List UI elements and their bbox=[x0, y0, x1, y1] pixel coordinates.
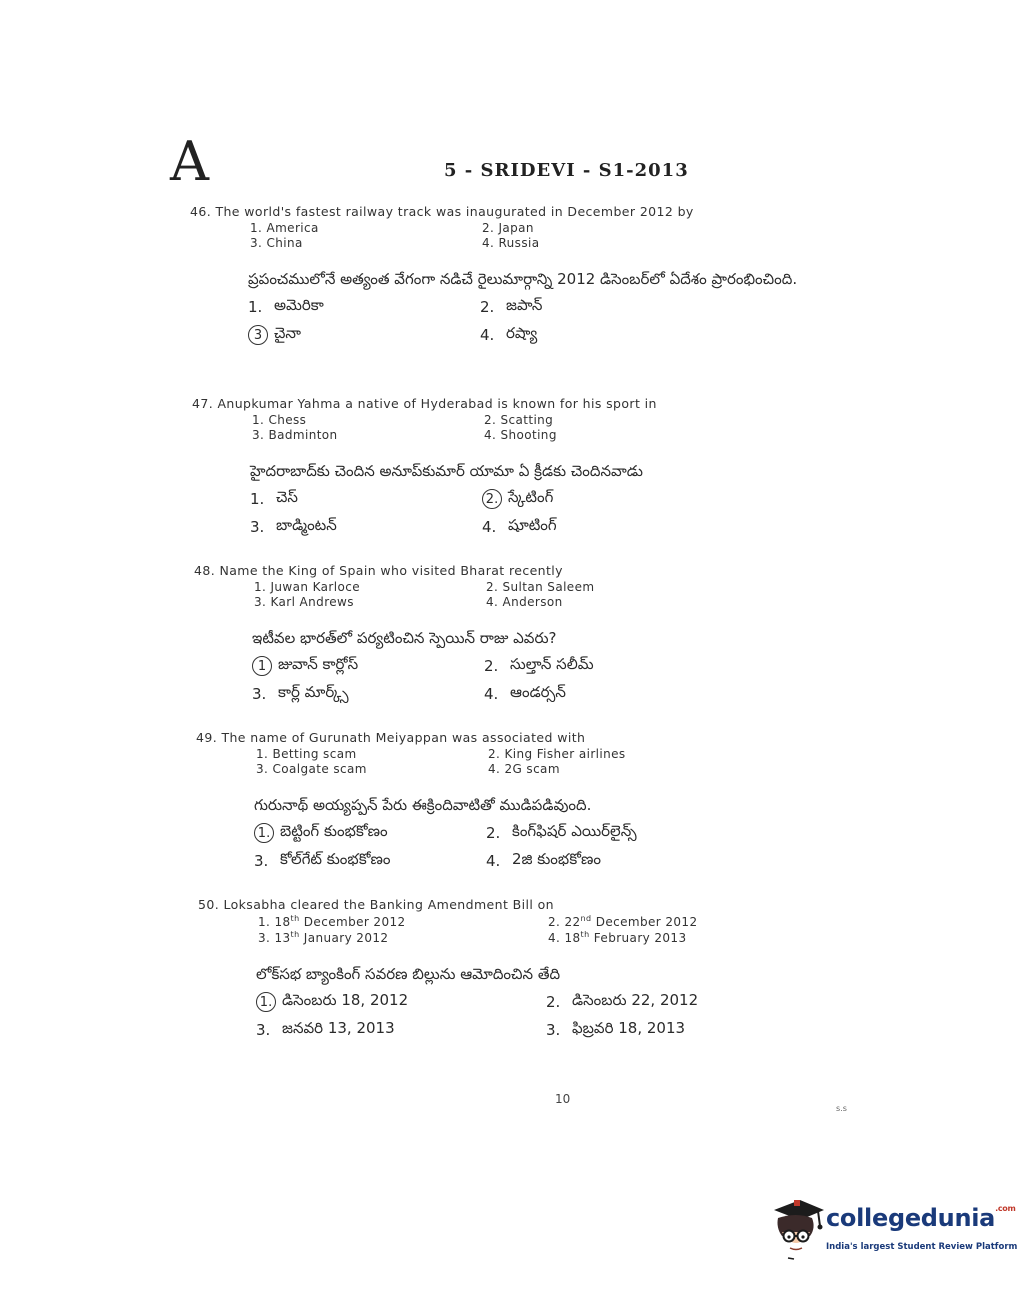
question-47 bbox=[192, 396, 892, 538]
options-telugu bbox=[256, 991, 898, 1041]
options-telugu bbox=[254, 822, 896, 872]
options-english bbox=[256, 747, 896, 776]
option-telugu-marked bbox=[254, 822, 486, 844]
option-text: కింగ్‌ఫిషర్ ఎయిర్‌లైన్స్ bbox=[512, 822, 637, 840]
option-telugu bbox=[486, 822, 746, 844]
option-telugu bbox=[480, 324, 740, 346]
option-text: స్కేటింగ్ bbox=[508, 488, 554, 506]
option-number: 4. bbox=[482, 518, 497, 536]
logo-wordmark: collegedunia$^{.com}$ bbox=[826, 1204, 1016, 1232]
option-telugu-marked bbox=[256, 991, 546, 1013]
option-number: 3. bbox=[254, 852, 269, 870]
option-text: చెస్ bbox=[276, 488, 298, 506]
options-telugu bbox=[248, 296, 890, 346]
option-english: 1. Betting scam bbox=[256, 747, 357, 761]
question-46 bbox=[190, 204, 890, 346]
option-telugu bbox=[482, 516, 742, 538]
options-telugu bbox=[250, 488, 892, 538]
answer-circle: 2. bbox=[482, 489, 502, 509]
paper-code: 5 - SRIDEVI - S1-2013 bbox=[444, 160, 689, 181]
question-english: 48. Name the King of Spain who visited Bharat recently bbox=[194, 563, 563, 578]
option-english: 4. Anderson bbox=[486, 595, 563, 609]
option-number: 1. bbox=[248, 298, 263, 316]
answer-circle: 1. bbox=[254, 823, 274, 843]
collegedunia-logo[interactable] bbox=[768, 1196, 1018, 1262]
option-text: రష్యా bbox=[506, 324, 538, 342]
question-telugu: లోక్‌సభ బ్యాంకింగ్ సవరణ బిల్లును ఆమోదించిన తేది bbox=[256, 965, 561, 983]
page-number: 10 bbox=[555, 1092, 571, 1106]
option-number: 3. bbox=[256, 1021, 271, 1039]
question-telugu: ఇటీవల భారత్‌లో పర్యటించిన స్పెయిన్ రాజు ఎవరు? bbox=[252, 629, 557, 647]
option-text: బెట్టింగ్ కుంభకోణం bbox=[280, 822, 388, 840]
option-telugu-marked bbox=[248, 324, 480, 346]
question-english: 49. The name of Gurunath Meiyappan was associated with bbox=[196, 730, 586, 745]
option-text: జనవరి 13, 2013 bbox=[282, 1019, 395, 1037]
option-english: 2. 22nd December 2012 bbox=[548, 914, 698, 929]
mascot-icon bbox=[768, 1196, 826, 1262]
options-english bbox=[250, 221, 890, 250]
answer-circle: 1 bbox=[252, 656, 272, 676]
option-number: 2. bbox=[480, 298, 495, 316]
option-english: 4. Russia bbox=[482, 236, 540, 250]
option-text: డిసెంబరు 18, 2012 bbox=[282, 991, 409, 1009]
option-text: షూటింగ్ bbox=[508, 516, 557, 534]
options-telugu bbox=[252, 655, 894, 705]
logo-tagline: India's largest Student Review Platform bbox=[826, 1242, 1018, 1252]
option-number: 4. bbox=[486, 852, 501, 870]
option-english: 3. Badminton bbox=[252, 428, 338, 442]
series-letter: A bbox=[170, 130, 209, 193]
option-text: 2జి కుంభకోణం bbox=[512, 850, 601, 868]
answer-circle: 1. bbox=[256, 992, 276, 1012]
option-telugu bbox=[248, 296, 480, 318]
option-telugu bbox=[252, 683, 484, 705]
question-english: 46. The world's fastest railway track was inaugurated in December 2012 by bbox=[190, 204, 694, 219]
option-telugu-marked bbox=[482, 488, 742, 510]
option-text: సుల్తాన్ సలీమ్ bbox=[510, 655, 594, 673]
option-text: జువాన్ కార్లోస్ bbox=[278, 655, 359, 673]
option-number: 1. bbox=[250, 490, 265, 508]
option-english: 3. China bbox=[250, 236, 303, 250]
question-50 bbox=[198, 897, 898, 1041]
option-english: 2. Japan bbox=[482, 221, 534, 235]
option-telugu bbox=[486, 850, 746, 872]
option-text: చైనా bbox=[274, 324, 301, 342]
option-telugu bbox=[546, 991, 806, 1013]
option-text: జపాన్ bbox=[506, 296, 543, 314]
option-english: 1. Juwan Karloce bbox=[254, 580, 360, 594]
option-telugu bbox=[484, 655, 744, 677]
option-telugu bbox=[546, 1019, 806, 1041]
option-english: 1. America bbox=[250, 221, 319, 235]
option-number: 4. bbox=[484, 685, 499, 703]
option-number: 2. bbox=[546, 993, 561, 1011]
question-telugu: హైదరాబాద్‌కు చెందిన అనూప్‌కుమార్ యామా ఏ క్రీడకు చెందినవాడు bbox=[250, 462, 643, 480]
question-telugu: ప్రపంచములోనే అత్యంత వేగంగా నడిచే రైలుమార్గాన్ని 2012 డిసెంబర్‌లో ఏదేశం ప్రారంభించింది. bbox=[248, 270, 798, 288]
option-telugu bbox=[484, 683, 744, 705]
option-text: బాడ్మింటన్ bbox=[276, 516, 337, 534]
option-number: 2. bbox=[484, 657, 499, 675]
option-telugu-marked bbox=[252, 655, 484, 677]
option-english: 4. 2G scam bbox=[488, 762, 560, 776]
option-english: 3. 13th January 2012 bbox=[258, 930, 389, 945]
option-telugu bbox=[254, 850, 486, 872]
option-english: 2. King Fisher airlines bbox=[488, 747, 626, 761]
option-english: 2. Sultan Saleem bbox=[486, 580, 595, 594]
option-text: కోల్‌గేట్ కుంభకోణం bbox=[280, 850, 391, 868]
option-text: అమెరికా bbox=[274, 296, 324, 314]
option-text: డిసెంబరు 22, 2012 bbox=[572, 991, 699, 1009]
option-telugu bbox=[480, 296, 740, 318]
option-telugu bbox=[256, 1019, 546, 1041]
option-number: 3. bbox=[252, 685, 267, 703]
option-english: 4. Shooting bbox=[484, 428, 557, 442]
option-english: 1. Chess bbox=[252, 413, 307, 427]
option-english: 1. 18th December 2012 bbox=[258, 914, 406, 929]
question-48 bbox=[194, 563, 894, 705]
option-english: 3. Coalgate scam bbox=[256, 762, 367, 776]
answer-circle: 3 bbox=[248, 325, 268, 345]
stray-mark: s.s bbox=[836, 1104, 847, 1113]
question-english: 47. Anupkumar Yahma a native of Hyderabad is known for his sport in bbox=[192, 396, 657, 411]
options-english bbox=[258, 914, 898, 945]
option-number: 3. bbox=[250, 518, 265, 536]
options-english bbox=[254, 580, 894, 609]
option-english: 2. Scatting bbox=[484, 413, 554, 427]
option-telugu bbox=[250, 488, 482, 510]
option-number: 4. bbox=[480, 326, 495, 344]
option-text: ఆండర్సన్ bbox=[510, 683, 566, 701]
question-49 bbox=[196, 730, 896, 872]
question-english: 50. Loksabha cleared the Banking Amendment Bill on bbox=[198, 897, 554, 912]
option-text: కార్ల్ మార్క్స్ bbox=[278, 683, 349, 701]
option-telugu bbox=[250, 516, 482, 538]
option-english: 4. 18th February 2013 bbox=[548, 930, 687, 945]
option-english: 3. Karl Andrews bbox=[254, 595, 354, 609]
option-number: 2. bbox=[486, 824, 501, 842]
option-text: ఫిబ్రవరి 18, 2013 bbox=[572, 1019, 686, 1037]
options-english bbox=[252, 413, 892, 442]
question-telugu: గురునాథ్ అయ్యప్పన్ పేరు ఈక్రిందివాటితో ముడిపడివుంది. bbox=[254, 796, 592, 814]
option-number: 3. bbox=[546, 1021, 561, 1039]
